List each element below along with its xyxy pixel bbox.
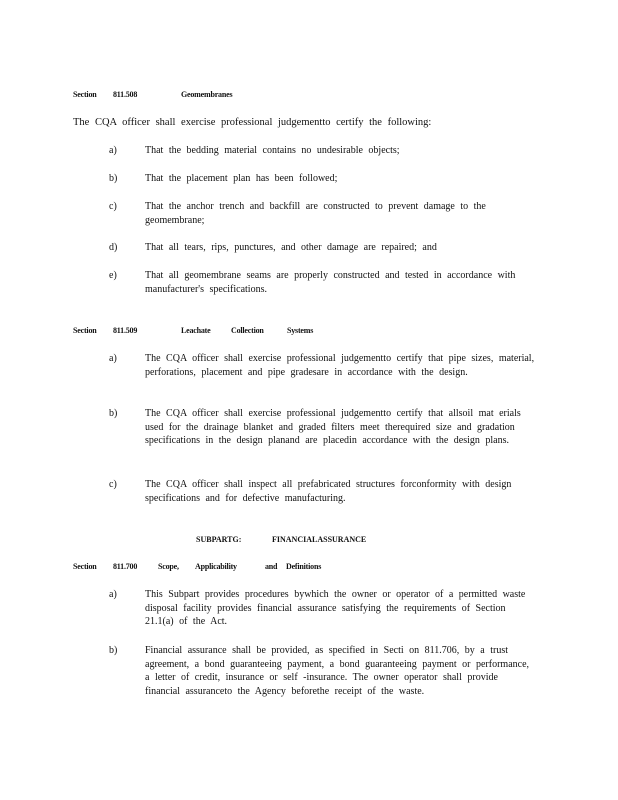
section-number: 811.509 (113, 326, 138, 335)
section-title-part: Applicability (195, 562, 237, 571)
list-item-text: That the anchor trench and backfill are constructed to prevent damage to the geomembrane; (145, 201, 486, 226)
list-item-text: The CQA officer shall exercise professional judgementto certify that pipe sizes, material, perforations, placement and pipe gradesare in accordance with the design. (145, 353, 535, 378)
list-marker: b) (109, 408, 118, 419)
list-marker: c) (109, 201, 117, 212)
section-title-part: Definitions (286, 562, 322, 571)
list-item-text: This Subpart provides procedures bywhich the owner or operator of a permitted waste disposal facility provides financial assurance satisfying the requirements of Section 21.1(a) of the Act. (145, 589, 526, 627)
section-number: 811.700 (113, 562, 138, 571)
list-item-text: That all geomembrane seams are properly constructed and tested in accordance with manufacturer's specifications. (145, 270, 516, 295)
list-marker: a) (109, 353, 117, 364)
list-item-text: The CQA officer shall inspect all prefabricated structures forconformity with design specifications and for defective manufacturing. (145, 479, 512, 504)
list-marker: b) (109, 645, 118, 656)
subpart-title: FINANCIALASSURANCE (272, 535, 367, 544)
list-item-text: That the placement plan has been followed; (145, 173, 338, 184)
section-title-part: Collection (231, 326, 264, 335)
list-marker: c) (109, 479, 117, 490)
list-item-text: That all tears, rips, punctures, and other damage are repaired; and (145, 242, 437, 253)
section-word: Section (73, 326, 97, 335)
list-marker: d) (109, 242, 118, 253)
section-title-part: Systems (287, 326, 314, 335)
list-marker: a) (109, 145, 117, 156)
section-number: 811.508 (113, 90, 138, 99)
subpart-label: SUBPARTG: (196, 535, 242, 544)
section-word: Section (73, 562, 97, 571)
section-title: Geomembranes (181, 90, 233, 99)
section-title-part: Scope, (158, 562, 179, 571)
section-title-part: and (265, 562, 278, 571)
section-title-part: Leachate (181, 326, 211, 335)
list-item-text: That the bedding material contains no undesirable objects; (145, 145, 400, 156)
list-marker: a) (109, 589, 117, 600)
list-item-text: The CQA officer shall exercise professional judgementto certify that allsoil mat erials used for the drainage blanket and graded filters meet therequired size and gradation specifications in the design planand are placedin accordance with the design plans. (145, 408, 521, 446)
list-item-text: Financial assurance shall be provided, as specified in Secti on 811.706, by a trust agreement, a bond guaranteeing payment, a bond guaranteeing payment or performance, a letter of credit, insurance or self -insurance. The owner operator shall provide financial assuranceto the Agency beforethe receipt of the waste. (145, 645, 530, 697)
list-marker: b) (109, 173, 118, 184)
section-intro-text: The CQA officer shall exercise professional judgementto certify the following: (73, 117, 432, 128)
section-word: Section (73, 90, 97, 99)
list-marker: e) (109, 270, 117, 281)
